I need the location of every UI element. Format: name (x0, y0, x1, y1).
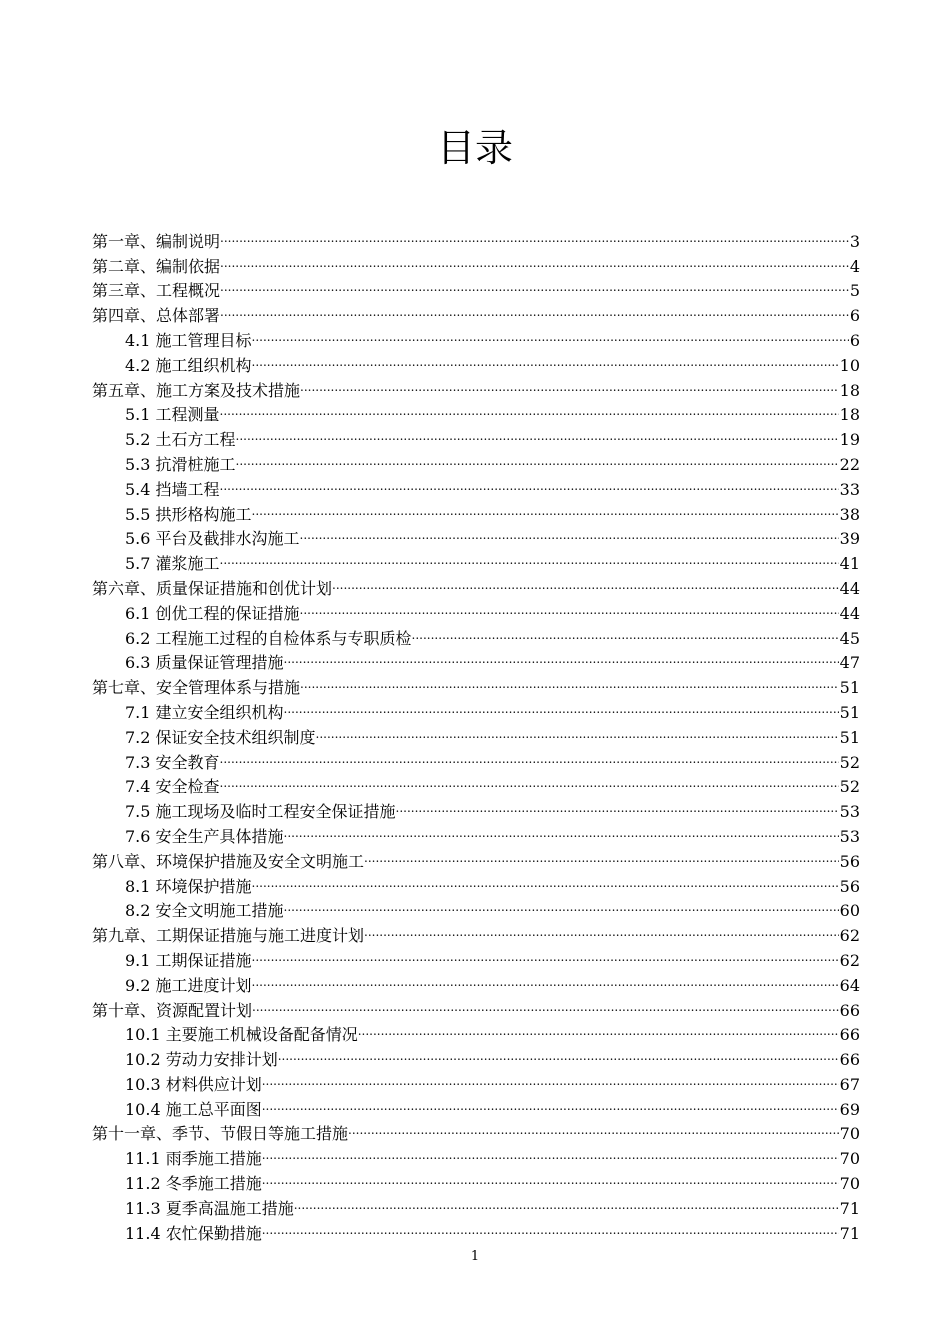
toc-dot-leader (262, 1090, 839, 1115)
toc-entry-page-number: 56 (839, 876, 860, 896)
toc-entry-page-number: 56 (839, 851, 860, 871)
toc-entry-page-number: 6 (849, 306, 860, 326)
toc-entry-label: 6.2 工程施工过程的自检体系与专职质检 (125, 628, 412, 648)
toc-entry-page-number: 39 (839, 529, 860, 549)
toc-entry-page-number: 3 (849, 231, 860, 251)
toc-entry-label: 5.5 拱形格构施工 (125, 504, 252, 524)
toc-dot-leader (252, 346, 839, 371)
toc-dot-leader (300, 668, 839, 693)
toc-entry-page-number: 33 (839, 479, 860, 499)
toc-entry-label: 9.1 工期保证措施 (125, 950, 252, 970)
toc-entry-page-number: 51 (839, 678, 860, 698)
page-title: 目录 (436, 126, 513, 170)
toc-entry-label: 4.1 施工管理目标 (125, 330, 252, 350)
toc-entry-page-number: 52 (839, 752, 860, 772)
toc-entry-label: 第十一章、季节、节假日等施工措施 (92, 1124, 349, 1144)
toc-entry-label: 第四章、总体部署 (92, 306, 221, 326)
toc-entry-label: 10.2 劳动力安排计划 (125, 1050, 278, 1070)
toc-entry-label: 5.6 平台及截排水沟施工 (125, 529, 300, 549)
toc-entry-page-number: 67 (839, 1074, 860, 1094)
toc-dot-leader (284, 892, 839, 917)
toc-entry-label: 第一章、编制说明 (92, 231, 221, 251)
toc-entry-label: 第五章、施工方案及技术措施 (92, 380, 301, 400)
toc-entry-page-number: 70 (839, 1124, 860, 1144)
toc-dot-leader (220, 247, 849, 272)
toc-entry-label: 8.1 环境保护措施 (125, 876, 252, 896)
toc-dot-leader (284, 693, 839, 718)
toc-entry-label: 5.1 工程测量 (125, 405, 220, 425)
toc-entry-label: 5.2 土石方工程 (125, 430, 236, 450)
toc-entry-label: 11.2 冬季施工措施 (125, 1174, 262, 1194)
toc-dot-leader (220, 544, 839, 569)
toc-entry-page-number: 69 (839, 1099, 860, 1119)
toc-entry-label: 5.4 挡墙工程 (125, 479, 220, 499)
toc-entry-label: 第三章、工程概况 (92, 281, 221, 301)
toc-entry-page-number: 52 (839, 777, 860, 797)
toc-entry-page-number: 64 (839, 975, 860, 995)
toc-entry-label: 7.1 建立安全组织机构 (125, 702, 284, 722)
toc-entry-page-number: 62 (839, 950, 860, 970)
toc-dot-leader (278, 1040, 839, 1065)
toc-entry-label: 5.7 灌浆施工 (125, 554, 220, 574)
toc-dot-leader (300, 520, 839, 545)
toc-dot-leader (220, 222, 849, 247)
toc-dot-leader (220, 272, 849, 297)
toc-entry-label: 10.4 施工总平面图 (125, 1099, 262, 1119)
toc-entry-page-number: 66 (839, 1050, 860, 1070)
toc-dot-leader (236, 420, 839, 445)
toc-dot-leader (300, 594, 839, 619)
toc-entry-label: 第九章、工期保证措施与施工进度计划 (92, 926, 365, 946)
toc-dot-leader (220, 743, 839, 768)
toc-entry-label: 第二章、编制依据 (92, 256, 221, 276)
toc-entry-label: 5.3 抗滑桩施工 (125, 454, 236, 474)
toc-entry-label: 11.1 雨季施工措施 (125, 1149, 262, 1169)
toc-dot-leader (332, 569, 839, 594)
toc-dot-leader (252, 867, 839, 892)
toc-entry-label: 7.5 施工现场及临时工程安全保证措施 (125, 802, 396, 822)
toc-entry-page-number: 38 (839, 504, 860, 524)
toc-entry-label: 第十章、资源配置计划 (92, 1000, 253, 1020)
toc-entry-label: 4.2 施工组织机构 (125, 355, 252, 375)
toc-entry-label: 7.6 安全生产具体措施 (125, 826, 284, 846)
toc-dot-leader (252, 941, 839, 966)
toc-entry-label: 6.3 质量保证管理措施 (125, 653, 284, 673)
toc-dot-leader (300, 371, 839, 396)
toc-entry-page-number: 53 (839, 826, 860, 846)
toc-dot-leader (284, 817, 839, 842)
toc-entry-label: 9.2 施工进度计划 (125, 975, 252, 995)
toc-dot-leader (316, 718, 839, 743)
toc-entry-page-number: 10 (839, 355, 860, 375)
toc-dot-leader (294, 1189, 839, 1214)
toc-entry-page-number: 71 (839, 1198, 860, 1218)
toc-entry-page-number: 66 (839, 1025, 860, 1045)
toc-entry-label: 8.2 安全文明施工措施 (125, 901, 284, 921)
toc-entry-page-number: 47 (839, 653, 860, 673)
toc-dot-leader (262, 1214, 839, 1239)
toc-dot-leader (220, 768, 839, 793)
toc-dot-leader (262, 1139, 839, 1164)
toc-dot-leader (364, 916, 839, 941)
toc-dot-leader (348, 1115, 839, 1140)
toc-entry-page-number: 51 (839, 702, 860, 722)
toc-dot-leader (220, 470, 839, 495)
toc-entry-label: 第八章、环境保护措施及安全文明施工 (92, 851, 365, 871)
toc-dot-leader (396, 792, 839, 817)
toc-entry-label: 10.1 主要施工机械设备配备情况 (125, 1025, 358, 1045)
toc-entry-label: 11.3 夏季高温施工措施 (125, 1198, 294, 1218)
toc-entry-page-number: 66 (839, 1000, 860, 1020)
toc-dot-leader (284, 644, 839, 669)
toc-entry-page-number: 71 (839, 1223, 860, 1243)
toc-dot-leader (252, 495, 839, 520)
toc-entry-page-number: 53 (839, 802, 860, 822)
toc-entry-page-number: 18 (839, 380, 860, 400)
toc-dot-leader (236, 445, 839, 470)
toc-entry-page-number: 70 (839, 1174, 860, 1194)
toc-dot-leader (364, 842, 839, 867)
toc-entry-page-number: 45 (839, 628, 860, 648)
toc-entry-label: 第七章、安全管理体系与措施 (92, 678, 301, 698)
toc-entry[interactable] (92, 222, 860, 251)
toc-dot-leader (252, 966, 839, 991)
toc-entry-page-number: 5 (849, 281, 860, 301)
toc-entry-label: 7.2 保证安全技术组织制度 (125, 727, 316, 747)
toc-entry-page-number: 4 (849, 256, 860, 276)
toc-entry-page-number: 60 (839, 901, 860, 921)
toc-dot-leader (252, 991, 839, 1016)
toc-entry-page-number: 41 (839, 554, 860, 574)
toc-entry-label: 6.1 创优工程的保证措施 (125, 603, 300, 623)
toc-entry-page-number: 44 (839, 578, 860, 598)
toc-dot-leader (412, 619, 839, 644)
table-of-contents (92, 222, 860, 1243)
toc-entry-label: 第六章、质量保证措施和创优计划 (92, 578, 333, 598)
toc-entry-label: 7.3 安全教育 (125, 752, 220, 772)
page-number: 1 (470, 1249, 480, 1264)
toc-dot-leader (220, 396, 839, 421)
toc-entry-page-number: 51 (839, 727, 860, 747)
toc-entry-page-number: 70 (839, 1149, 860, 1169)
toc-entry-label: 11.4 农忙保勤措施 (125, 1223, 262, 1243)
toc-entry-page-number: 6 (849, 330, 860, 350)
toc-dot-leader (262, 1065, 839, 1090)
toc-dot-leader (252, 321, 849, 346)
toc-dot-leader (220, 296, 849, 321)
toc-entry-label: 10.3 材料供应计划 (125, 1074, 262, 1094)
toc-dot-leader (358, 1016, 839, 1041)
toc-entry-page-number: 62 (839, 926, 860, 946)
toc-dot-leader (262, 1164, 839, 1189)
toc-entry-label: 7.4 安全检查 (125, 777, 220, 797)
toc-entry-page-number: 22 (839, 454, 860, 474)
toc-entry-page-number: 44 (839, 603, 860, 623)
toc-entry-page-number: 18 (839, 405, 860, 425)
toc-entry-page-number: 19 (839, 430, 860, 450)
